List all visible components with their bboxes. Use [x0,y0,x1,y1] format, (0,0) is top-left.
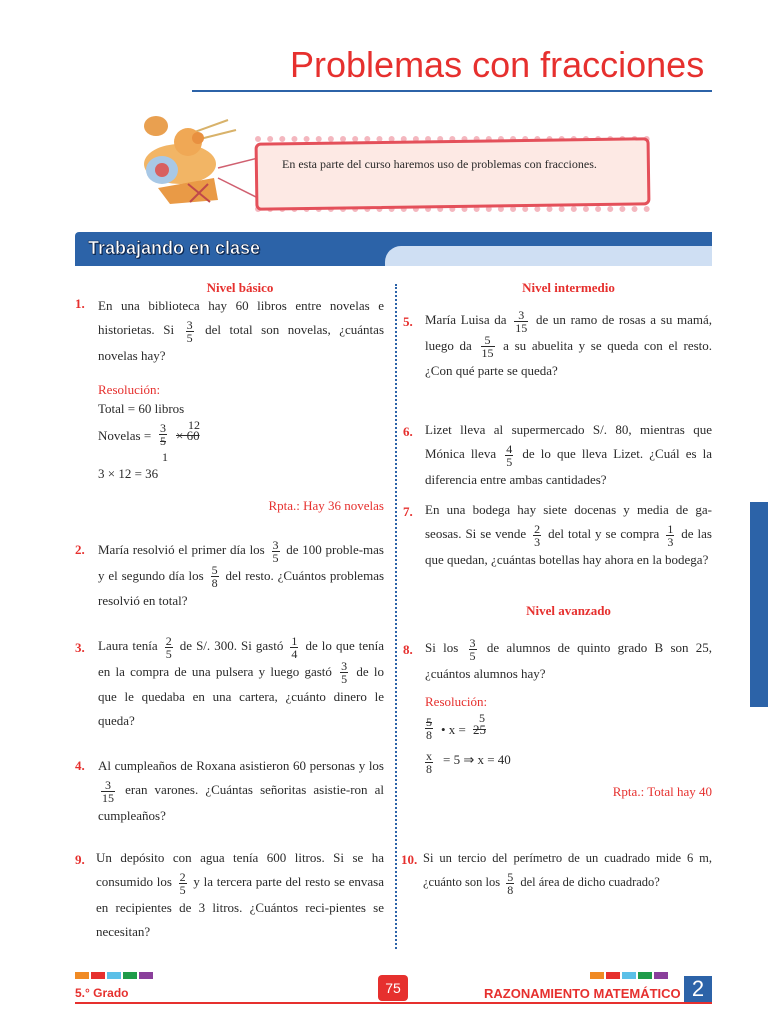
problem-8-resolution-line2: $\frac{x}{8}$ = 5 ⇒ x = 40 [426,749,511,776]
problem-2-number: 2. [75,542,85,557]
level-basic-heading: Nivel básico [206,280,274,295]
column-divider [395,284,397,949]
problem-7-text: En una bodega hay siete docenas y media de ga-seosas. Si se vende $\frac{2}{3}$ del total y se compra $\frac{1}{3}$ de las que quedan, ¿cuántas botellas hay ahora en la bodega? [425,502,712,567]
problem-8-number: 8. [403,642,413,657]
footer-color-squares-right [590,972,668,979]
problem-1-answer: Rpta.: Hay 36 novelas [268,498,384,513]
unit-number: 2 [684,976,712,1002]
section-header-accent [385,246,712,266]
problem-1-resolution-label: Resolución: [98,382,161,397]
problem-1-resolution-line3: 3 × 12 = 36 [98,466,159,481]
title-underline [192,90,712,92]
footer-line [75,1002,712,1004]
problem-3-text: Laura tenía $\frac{2}{5}$ de S/. 300. Si gastó $\frac{1}{4}$ de lo que tenía en la compra de una pulsera y luego gastó $\frac{3}{5}$ de lo que le quedaba en una cartera, ¿cuánto dinero le queda? [98,633,385,729]
problem-1-resolution-novelas: Novelas = 12 $\frac{3}{5}$ × 60 1 [98,418,200,464]
problem-10-text: Si un tercio del perímetro de un cuadrado mide 6 m, ¿cuánto son los $\frac{5}{8}$ del área de dicho cuadrado? [423,851,712,897]
problem-5-number: 5. [403,314,413,329]
footer-subject: RAZONAMIENTO MATEMÁTICO [484,986,681,1001]
problem-1-text: En una biblioteca hay 60 libros entre novelas e historietas. Si $\frac{3}{5}$ del total son novelas, ¿cuántas novelas hay? [98,298,384,363]
section-title: Trabajando en clase [88,238,261,258]
problem-5-text: María Luisa da $\frac{3}{15}$ de un ramo de rosas a su mamá, luego da $\frac{5}{15}$ a su abuelita y se queda con el resto. ¿Con qué parte se queda? [425,307,713,379]
page-title: Problemas con fracciones [290,44,705,85]
problem-4-text: Al cumpleaños de Roxana asistieron 60 personas y los $\frac{3}{15}$ eran varones. ¿Cuántas señoritas asistie-ron al cumpleaños? [98,758,384,823]
problem-6-number: 6. [403,424,413,439]
level-intermediate-heading: Nivel intermedio [522,280,615,295]
footer-color-squares-left [75,972,153,979]
problem-1-resolution-line1: Total = 60 libros [98,401,185,416]
intro-banner [255,137,651,211]
side-tab [750,502,768,707]
problem-9-number: 9. [75,852,85,867]
problem-9-text: Un depósito con agua tenía 600 litros. Si se ha consumido los $\frac{2}{5}$ y la tercera parte del resto se envasa en recipientes de 3 litros. ¿Cuántos reci-pientes se necesitan? [96,850,384,939]
level-advanced-heading: Nivel avanzado [526,603,611,618]
problem-8-answer: Rpta.: Total hay 40 [612,784,712,799]
problem-8-resolution-label: Resolución: [425,694,488,709]
intro-text: En esta parte del curso haremos uso de problemas con fracciones. [282,157,597,171]
problem-8-resolution-line1: $\frac{5}{8}$ • x = 5 25 [426,711,486,742]
problem-10-number: 10. [401,852,418,867]
fraction: $\frac{3}{5}$ [186,317,193,345]
problem-4-number: 4. [75,758,85,773]
problem-8-text: Si los $\frac{3}{5}$ de alumnos de quinto grado B son 25, ¿cuántos alumnos hay? [425,635,713,681]
problem-3-number: 3. [75,640,85,655]
problem-1-number: 1. [75,296,85,311]
problem-6-text: Lizet lleva al supermercado S/. 80, mientras que Mónica lleva $\frac{4}{5}$ de lo que lleva Lizet. ¿Cuál es la diferencia entre ambas cantidades? [425,422,713,487]
footer-grade: 5.° Grado [75,986,129,1000]
problem-2-text: María resolvió el primer día los $\frac{3}{5}$ de 100 proble-mas y el segundo día los $\frac{5}{8}$ del resto. ¿Cuántos problemas resolvió en total? [98,537,385,609]
page-number: 75 [378,975,408,1001]
problem-7-number: 7. [403,504,413,519]
bear-plane-illustration [118,108,268,218]
